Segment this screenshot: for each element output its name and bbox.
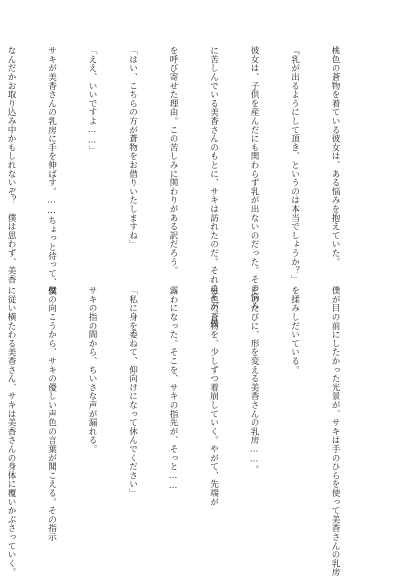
text-line: 僕が目の前にしたかった光景が、サキは手のひらを使って美香さんの乳房 — [330, 286, 340, 577]
text-line: に従い横たわる美香さん、サキは美香さんの身体に覆いかぶさっていく。 — [6, 286, 16, 577]
text-line: を呼び寄せた理由。この苦しみに関わりがある訳だろう。 — [168, 46, 178, 275]
text-line: 「はい、こちらの方が蒼物をお借りいたしますね」 — [127, 46, 138, 249]
text-line: 壁の向こうから、サキの優しい声色の言葉が聞こえる。その指示 — [46, 286, 57, 542]
text-line: 桃色の蒼物を着ている彼女は、ある悩みを抱えていた。 — [330, 46, 340, 266]
text-line: そのたびに、形を変える美香さんの乳房……。 — [249, 286, 259, 474]
text-line: サキが美香さんの乳房に手を伸ばす。……ちょっと待って、僕 — [46, 46, 57, 296]
text-line: 桃色の蒼物を、少しずつ着崩していく。やがて、先端が — [208, 286, 219, 506]
text-line: サキの指の間から、ちいさな声が漏れる。 — [87, 286, 97, 454]
text-line: 「私に身を委ねて、仰向けになって休んでください」 — [127, 286, 138, 498]
text-line: 「ええ、いいですよ……」 — [87, 46, 97, 155]
lower-text-block — [6, 286, 368, 577]
text-line: なんだかお取り込み中かもしれないぞ？ 僕は思わず、美香 — [6, 46, 16, 284]
upper-text-block — [6, 46, 368, 328]
text-line: 彼女は、子供を産んだにも関わらず乳が出ないのだった。その悩み — [249, 46, 259, 310]
text-line: 『乳が出るようにして頂き、というのは本当でしょうか？」 — [289, 46, 300, 284]
text-line: 露わになった。そこを、サキの指先が、そっと…… — [168, 286, 178, 492]
text-line: を揉みしだいている。 — [289, 286, 300, 374]
text-line: に苦しんでいる美香さんのもとに、サキは訪れたのだ。それこそが、僕 — [208, 46, 219, 328]
